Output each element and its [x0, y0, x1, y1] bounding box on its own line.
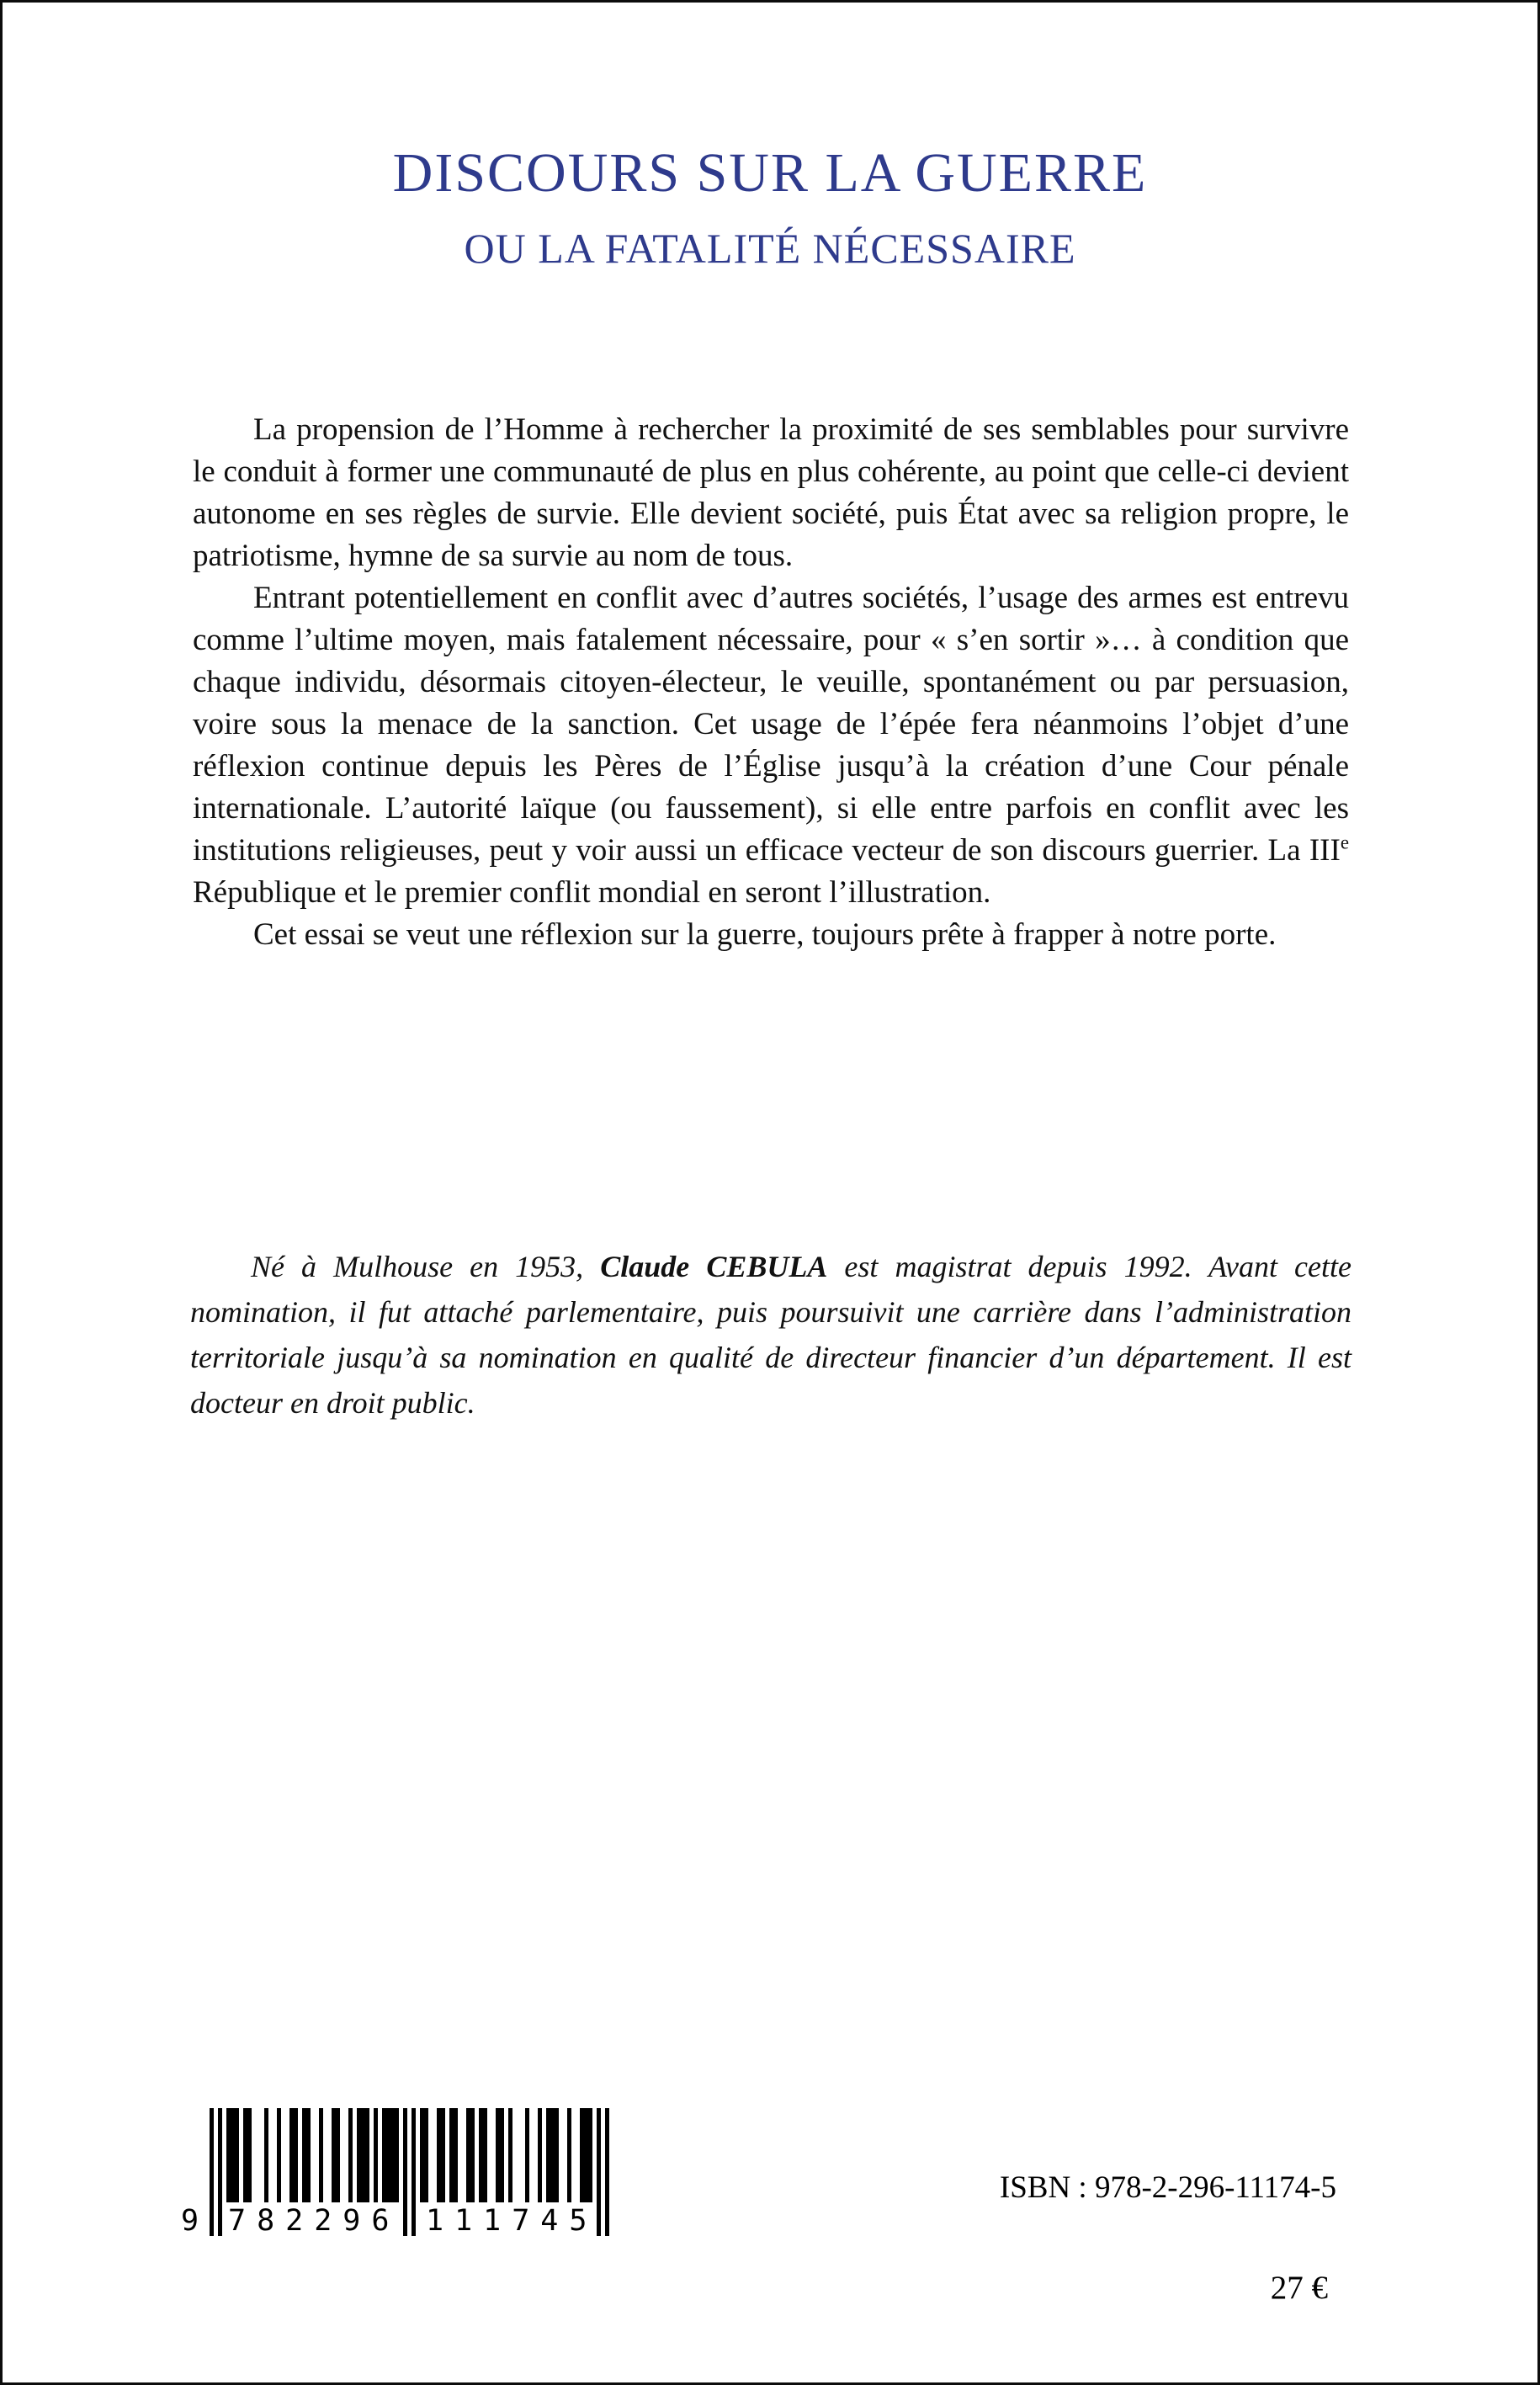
book-title: DISCOURS SUR LA GUERRE — [392, 142, 1148, 204]
synopsis — [193, 409, 1349, 956]
title-block — [0, 141, 1540, 273]
isbn-label: ISBN : 978-2-296-11174-5 — [999, 2170, 1336, 2205]
barcode-digits-right: 111745 — [426, 2204, 598, 2238]
bio-rest: est magistrat depuis 1992. Avant cette nomination, il fut attaché parlementaire, puis poursuivit une carrière dans l’administration territoriale jusqu’à sa nomination en qualité de directeur financier d’un département. Il est docteur en droit public. — [190, 1250, 1351, 1420]
author-name: Claude CEBULA — [600, 1250, 828, 1283]
author-bio-paragraph — [190, 1244, 1351, 1426]
ean13-barcode — [181, 2108, 640, 2272]
barcode-digits — [181, 2204, 640, 2241]
roman-numeral-superscript: e — [1340, 831, 1349, 853]
barcode-digit-first: 9 — [181, 2204, 199, 2238]
price-label: 27 € — [1270, 2270, 1328, 2306]
synopsis-paragraph-1: La propension de l’Homme à rechercher la proximité de ses semblables pour survivre le conduit à former une communauté de plus en plus cohérente, au point que celle-ci devient autonome en ses règles de survie. Elle devient société, puis État avec sa religion propre, le patriotisme, hymne de sa survie au nom de tous. — [193, 412, 1349, 573]
synopsis-paragraph-3: Cet essai se veut une réflexion sur la guerre, toujours prête à frapper à notre porte. — [253, 917, 1277, 952]
book-subtitle: OU LA FATALITÉ NÉCESSAIRE — [464, 225, 1076, 272]
synopsis-paragraph-2 — [193, 577, 1349, 914]
synopsis-p2-end: République et le premier conflit mondial en seront l’illustration. — [193, 875, 991, 910]
author-bio — [190, 1244, 1351, 1426]
synopsis-p2-text: Entrant potentiellement en conflit avec d’autres sociétés, l’usage des armes est entrevu comme l’ultime moyen, mais fatalement nécessaire, pour « s’en sortir »… à condition que chaque individu, désormais citoyen-électeur, le veuille, spontanément ou par persuasion, voire sous la menace de la sanction. Cet usage de l’épée fera néanmoins l’objet d’une réflexion continue depuis les Pères de l’Église jusqu’à la création d’une Cour pénale internationale. L’autorité laïque (ou faussement), si elle entre parfois en conflit avec les institutions religieuses, peut y voir aussi un efficace vecteur de son discours guerrier. La III — [193, 581, 1349, 868]
barcode-digits-left: 782296 — [228, 2204, 401, 2238]
bio-lead: Né à Mulhouse en 1953, — [251, 1250, 601, 1283]
